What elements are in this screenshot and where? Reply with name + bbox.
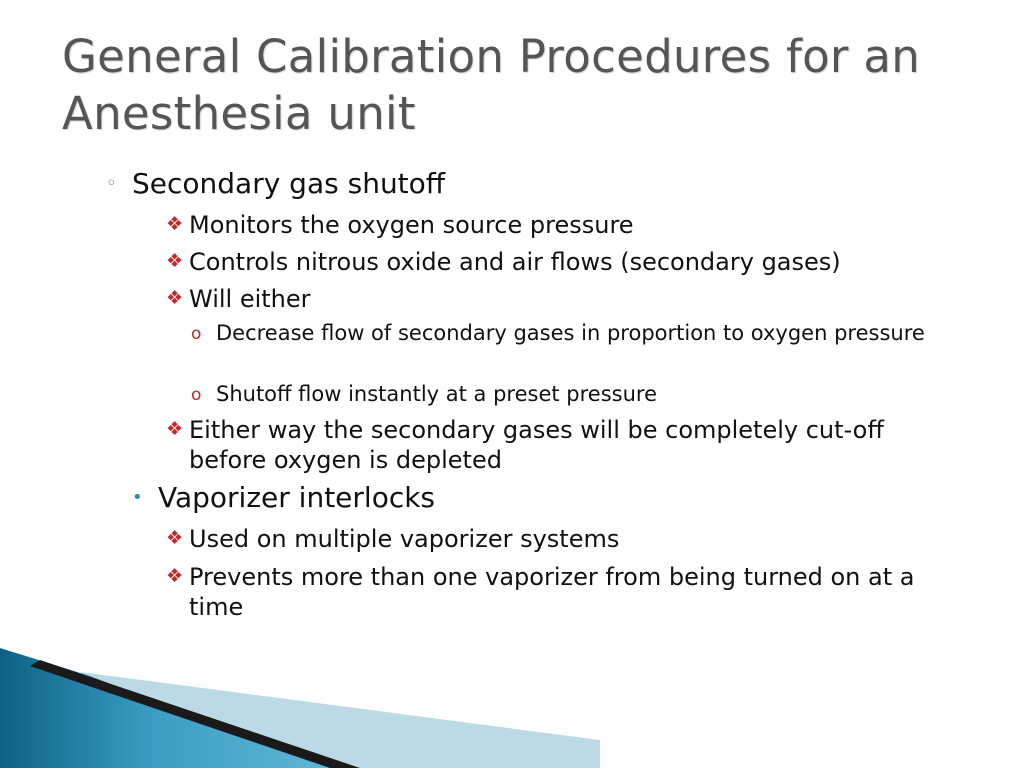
list-item-label: Prevents more than one vaporizer from being turned on at a time [189,563,915,621]
list-item-label: Either way the secondary gases will be completely cut-off before oxygen is depleted [189,416,884,474]
list-item [166,524,619,554]
diamond-bullet-icon: ❖ [166,287,184,309]
section-label: Secondary gas shutoff [132,167,446,200]
list-item [191,381,657,409]
list-item-label: Will either [189,285,311,313]
diamond-bullet-icon: ❖ [166,250,184,272]
list-item [166,247,841,277]
circle-bullet-icon: o [191,385,202,405]
list-item-label: Shutoff flow instantly at a preset pressure [216,382,657,406]
section-label: Vaporizer interlocks [158,481,436,514]
list-item-label: Used on multiple vaporizer systems [189,525,620,553]
section-vaporizer-interlocks [132,482,435,514]
list-item [166,415,966,475]
dot-bullet-icon: • [132,487,143,508]
circle-bullet-icon: o [191,324,202,344]
diamond-bullet-icon: ❖ [166,565,184,587]
diamond-bullet-icon: ❖ [166,418,184,440]
slide-title: General Calibration Procedures for an Anesthesia unit [62,30,921,140]
list-item [166,210,634,240]
list-item-label: Controls nitrous oxide and air flows (secondary gases) [189,248,841,276]
section-secondary-gas-shutoff [106,168,445,200]
hollow-circle-bullet-icon: ◦ [106,173,117,194]
list-item-label: Decrease flow of secondary gases in proportion to oxygen pressure [216,321,925,345]
diamond-bullet-icon: ❖ [166,213,184,235]
list-item [166,562,966,622]
diamond-bullet-icon: ❖ [166,527,184,549]
list-item-label: Monitors the oxygen source pressure [189,211,634,239]
list-item [166,284,311,314]
list-item [191,320,961,348]
